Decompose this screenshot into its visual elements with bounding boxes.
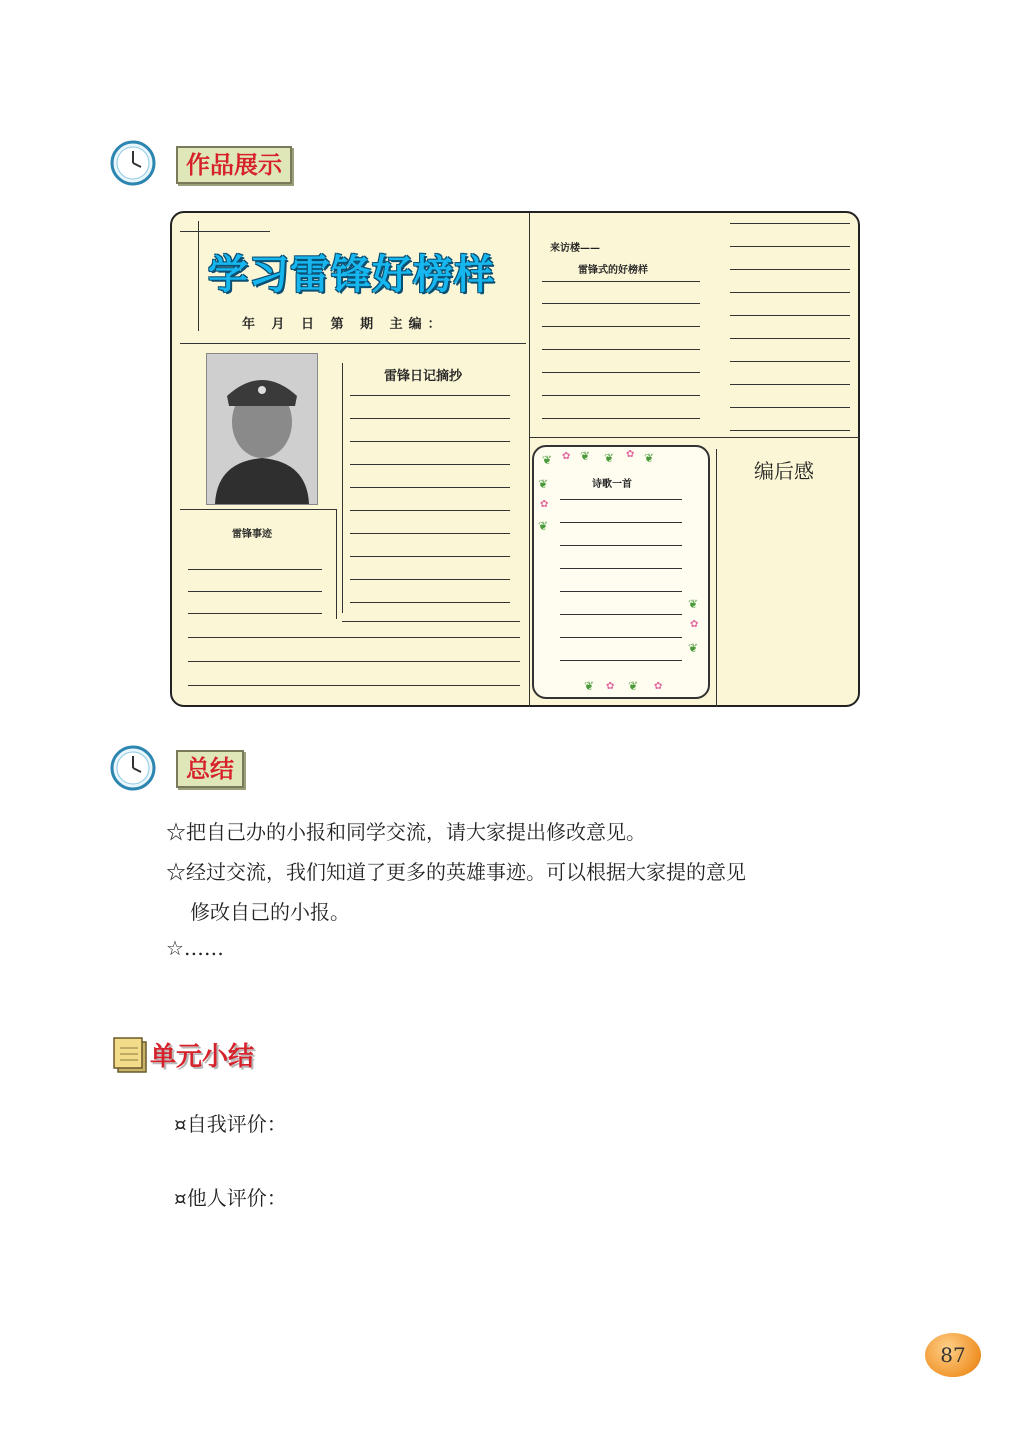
summary-item-1: ☆把自己办的小报和同学交流，请大家提出修改意见。 bbox=[166, 820, 646, 844]
page-number: 87 bbox=[925, 1333, 981, 1377]
others-evaluation: ¤他人评价： bbox=[174, 1186, 287, 1210]
self-evaluation: ¤自我评价： bbox=[174, 1112, 287, 1136]
poem-box: ❦ ✿ ❦ ❦ ✿ ❦ ❦ ✿ ❦ ❦ ✿ ❦ ❦ ✿ ❦ ✿ 诗歌一首 bbox=[532, 445, 710, 699]
lei-feng-photo bbox=[206, 353, 318, 505]
dateline: 年 月 日 第 期 主编： bbox=[242, 317, 447, 332]
afterword-label: 编后感 bbox=[754, 459, 814, 483]
section-label-summary: 总结 bbox=[176, 750, 244, 788]
summary-item-2: ☆经过交流，我们知道了更多的英雄事迹。可以根据大家提的意见 bbox=[166, 860, 746, 884]
clock-icon bbox=[110, 140, 156, 186]
section-label-works: 作品展示 bbox=[176, 146, 292, 184]
summary-item-3: ☆…… bbox=[166, 936, 224, 960]
interview-subheading: 雷锋式的好榜样 bbox=[578, 265, 648, 276]
summary-item-2-cont: 修改自己的小报。 bbox=[190, 900, 350, 924]
deeds-heading: 雷锋事迹 bbox=[232, 529, 272, 540]
newspaper-layout bbox=[170, 211, 860, 707]
poem-heading: 诗歌一首 bbox=[592, 479, 632, 490]
notebook-icon bbox=[112, 1034, 150, 1074]
diary-heading: 雷锋日记摘抄 bbox=[384, 369, 463, 384]
newspaper-title: 学习雷锋好榜样 bbox=[208, 252, 495, 298]
clock-icon bbox=[110, 745, 156, 791]
interview-heading: 来访楼—— bbox=[550, 243, 600, 254]
section-label-unit-summary: 单元小结 bbox=[150, 1042, 255, 1072]
